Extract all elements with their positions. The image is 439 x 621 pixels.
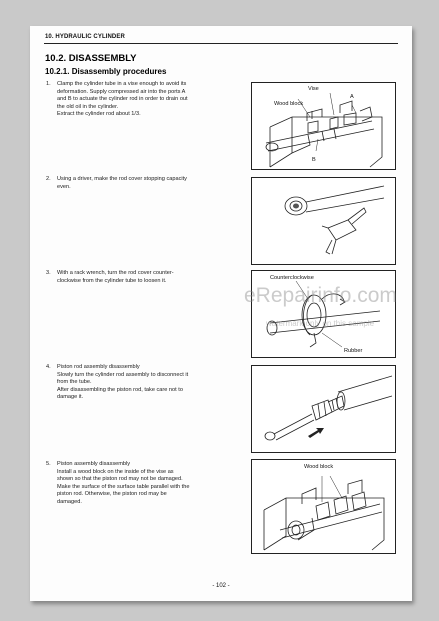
step-line: from the tube. [57, 379, 92, 386]
step-line: Install a wood block on the inside of the vise as [57, 468, 174, 475]
step-line: Using a driver, make the rod cover stopping capacity [57, 176, 187, 182]
step-2 [46, 176, 232, 191]
step-line: Piston rod assembly disassembly [57, 364, 140, 370]
step-line: Slowly turn the cylinder rod assembly to disconnect it [57, 371, 189, 378]
step-line: even. [57, 183, 71, 190]
step-number: 3. [46, 270, 51, 276]
piston-vise-illustration [252, 460, 395, 553]
watermark-text: eRepairinfo.com [244, 284, 397, 307]
step-line: damage it. [57, 394, 84, 401]
wood-block-label: Wood block [304, 464, 334, 470]
piston-rod-illustration [252, 366, 395, 452]
step-5 [46, 461, 232, 507]
rod-cover-illustration [252, 178, 395, 264]
step-line: damaged. [57, 498, 82, 505]
section-title: 10.2. DISASSEMBLY [45, 53, 137, 64]
figure-piston-assembly-vise [251, 459, 396, 554]
header-rule [44, 43, 398, 44]
step-line: Clamp the cylinder tube in a vise enough to avoid its [57, 81, 187, 87]
running-header: 10. HYDRAULIC CYLINDER [45, 34, 125, 40]
step-number: 5. [46, 461, 51, 467]
step-line: the old oil in the cylinder. [57, 103, 119, 110]
step-line: clockwise from the cylinder tube to loosen it. [57, 277, 167, 284]
rubber-label: Rubber [344, 348, 363, 354]
page-number: - 102 - [212, 583, 230, 589]
figure-cylinder-in-vise [251, 82, 396, 170]
cylinder-vise-illustration [252, 83, 395, 169]
step-number: 4. [46, 364, 51, 370]
step-3 [46, 270, 232, 285]
step-line: Extract the cylinder rod about 1/3. [57, 111, 141, 118]
step-1 [46, 81, 232, 119]
step-4 [46, 364, 232, 402]
wood-block-label: Wood block [274, 101, 304, 107]
step-line: After disassembling the piston rod, take care not to [57, 386, 183, 393]
step-line: With a rack wrench, turn the rod cover counter- [57, 270, 174, 276]
step-line: shown so that the piston rod may not be damaged. [57, 476, 183, 483]
port-b-label: B [312, 157, 316, 163]
step-line: piston rod. Otherwise, the piston rod may be [57, 491, 167, 498]
step-number: 1. [46, 81, 51, 87]
figure-piston-rod-removal [251, 365, 396, 453]
step-line: and B to actuate the cylinder rod in order to drain out [57, 96, 188, 103]
port-a-label: A [350, 94, 354, 100]
vise-label: Vise [308, 86, 319, 92]
manual-page [30, 26, 412, 601]
step-number: 2. [46, 176, 51, 182]
watermark-subtext: watermark only on this sample [266, 319, 375, 328]
step-line: Piston assembly disassembly [57, 461, 131, 467]
figure-rod-cover-driver [251, 177, 396, 265]
step-line: deformation. Supply compressed air into the ports A [57, 88, 186, 95]
step-line: Make the surface of the surface table parallel with the [57, 483, 190, 490]
counterclockwise-label: Counterclockwise [270, 275, 314, 281]
subsection-title: 10.2.1. Disassembly procedures [45, 67, 167, 76]
